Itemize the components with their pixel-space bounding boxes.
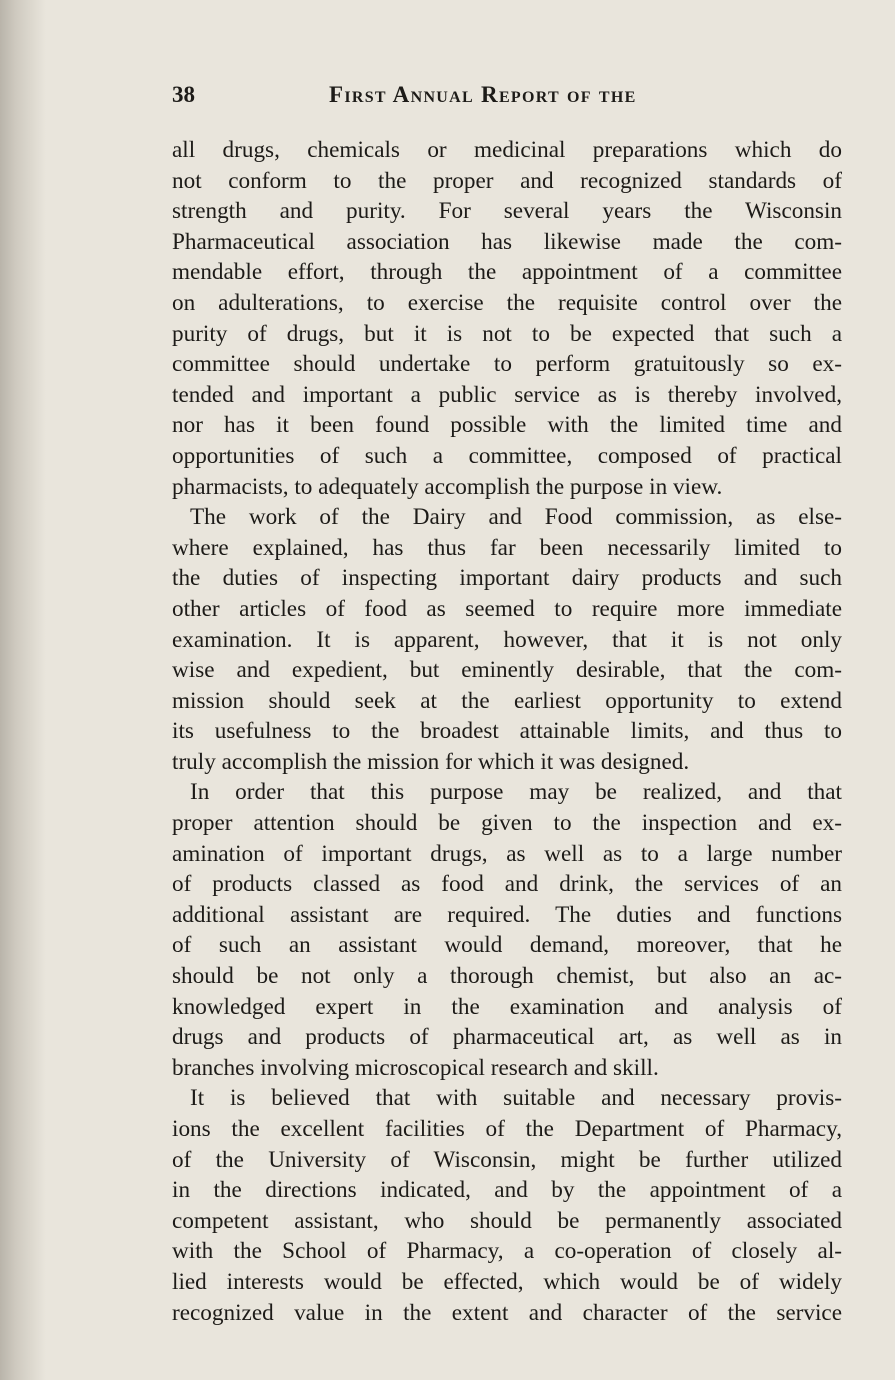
text-line: tended and important a public service as is thereby involved,	[172, 381, 842, 408]
paragraph-3	[172, 777, 842, 1083]
text-line: on adulterations, to exercise the requisite control over the	[172, 289, 842, 316]
text-line: truly accomplish the mission for which it was designed.	[172, 748, 690, 775]
text-line: committee should undertake to perform gratuitously so ex-	[172, 351, 842, 378]
text-line: strength and purity. For several years the Wisconsin	[172, 198, 842, 225]
page-header	[172, 82, 842, 116]
text-line: of the University of Wisconsin, might be further utilized	[172, 1146, 842, 1173]
paragraph-4	[172, 1083, 842, 1328]
text-line: Pharmaceutical association has likewise made the com-	[172, 228, 842, 255]
text-line: In order that this purpose may be realized, and that	[190, 779, 842, 806]
text-line: where explained, has thus far been necessarily limited to	[172, 534, 842, 561]
text-line: should be not only a thorough chemist, but also an ac-	[172, 963, 842, 990]
text-line: drugs and products of pharmaceutical art, as well as in	[172, 1024, 842, 1051]
text-line: The work of the Dairy and Food commission, as else-	[190, 504, 842, 531]
text-line: examination. It is apparent, however, that it is not only	[172, 626, 842, 653]
running-title: First Annual Report of the	[329, 82, 637, 107]
text-line: the duties of inspecting important dairy products and such	[172, 565, 842, 592]
text-line: amination of important drugs, as well as to a large number	[172, 840, 842, 867]
text-line: its usefulness to the broadest attainable limits, and thus to	[172, 718, 842, 745]
text-line: pharmacists, to adequately accomplish the purpose in view.	[172, 473, 723, 500]
page-number: 38	[172, 82, 195, 107]
text-line: other articles of food as seemed to require more immediate	[172, 595, 842, 622]
paragraph-2	[172, 502, 842, 777]
body-text	[172, 135, 842, 1328]
text-line: proper attention should be given to the inspection and ex-	[172, 810, 842, 837]
text-line: It is believed that with suitable and necessary provis-	[190, 1085, 842, 1112]
text-line: lied interests would be effected, which would be of widely	[172, 1268, 842, 1295]
text-line: purity of drugs, but it is not to be expected that such a	[172, 320, 842, 347]
text-line: additional assistant are required. The duties and functions	[172, 901, 842, 928]
text-line: with the School of Pharmacy, a co-operation of closely al-	[172, 1238, 842, 1265]
text-line: mission should seek at the earliest opportunity to extend	[172, 687, 842, 714]
text-line: of products classed as food and drink, the services of an	[172, 871, 842, 898]
text-line: recognized value in the extent and character of the service	[172, 1299, 842, 1326]
text-line: wise and expedient, but eminently desirable, that the com-	[172, 657, 842, 684]
text-line: opportunities of such a committee, composed of practical	[172, 442, 842, 469]
text-line: mendable effort, through the appointment of a committee	[172, 259, 842, 286]
text-line: nor has it been found possible with the limited time and	[172, 412, 842, 439]
paragraph-1	[172, 135, 842, 502]
text-line: of such an assistant would demand, moreover, that he	[172, 932, 842, 959]
text-line: branches involving microscopical research and skill.	[172, 1054, 659, 1081]
text-line: ions the excellent facilities of the Department of Pharmacy,	[172, 1116, 842, 1142]
text-line: knowledged expert in the examination and analysis of	[172, 993, 842, 1020]
text-line: all drugs, chemicals or medicinal preparations which do	[172, 137, 842, 163]
text-line: competent assistant, who should be permanently associated	[172, 1207, 842, 1234]
text-line: in the directions indicated, and by the appointment of a	[172, 1177, 842, 1204]
text-line: not conform to the proper and recognized standards of	[172, 167, 842, 194]
